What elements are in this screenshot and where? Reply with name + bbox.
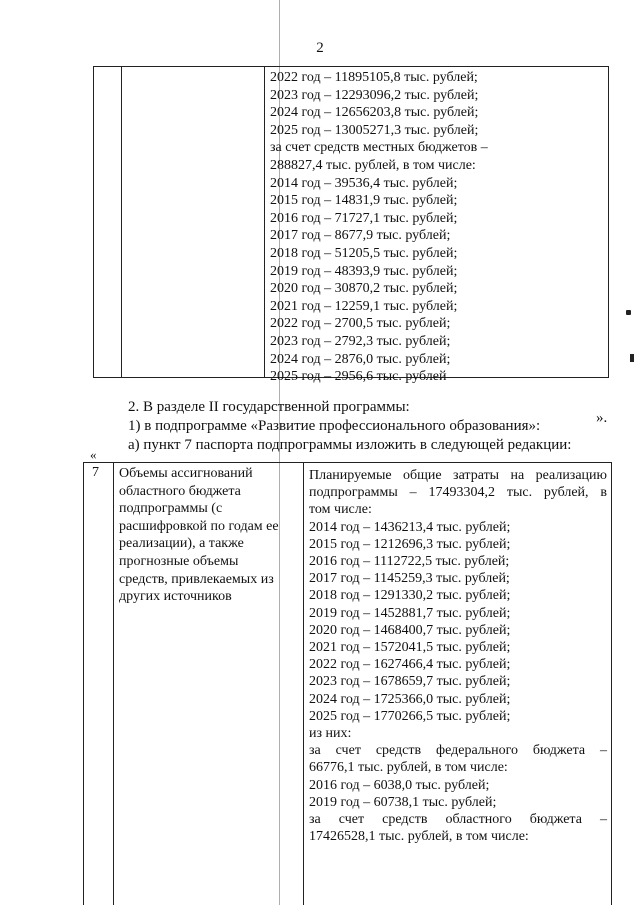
title-line: прогнозные объемы	[119, 553, 239, 569]
funding-line: 2023 год – 2792,3 тыс. рублей;	[270, 333, 451, 349]
closing-quote: ».	[596, 410, 608, 426]
funding-line: 2014 год – 1436213,4 тыс. рублей;	[309, 519, 511, 535]
section-paragraph: 2. В разделе II государственной программы:	[128, 399, 410, 415]
funding-line: 2019 год – 48393,9 тыс. рублей;	[270, 263, 458, 279]
funding-line: 2017 год – 8677,9 тыс. рублей;	[270, 228, 451, 244]
table-column-divider	[303, 463, 304, 905]
page-number: 2	[316, 40, 324, 56]
title-line: областного бюджета	[119, 483, 241, 499]
funding-line: 2024 год – 2876,0 тыс. рублей;	[270, 351, 451, 367]
scan-artifact-mark	[626, 310, 631, 315]
funding-line: 2016 год – 6038,0 тыс. рублей;	[309, 777, 490, 793]
funding-line: Планируемые общие затраты на реализацию	[309, 468, 607, 483]
title-line: подпрограммы (с	[119, 501, 223, 517]
row-title	[119, 465, 299, 606]
section-paragraph: 1) в подпрограмме «Развитие профессионального образования»:	[128, 418, 541, 434]
funding-line: 2019 год – 1452881,7 тыс. рублей;	[309, 605, 511, 621]
title-line: расшифровкой по годам ее	[119, 518, 279, 534]
funding-line: 2024 год – 1725366,0 тыс. рублей;	[309, 691, 511, 707]
funding-line: 2020 год – 30870,2 тыс. рублей;	[270, 281, 458, 297]
opening-quote: «	[90, 447, 97, 462]
funding-line: 2017 год – 1145259,3 тыс. рублей;	[309, 571, 510, 587]
funding-line: 2023 год – 12293096,2 тыс. рублей;	[270, 87, 479, 103]
funding-line: 2022 год – 1627466,4 тыс. рублей;	[309, 657, 511, 673]
funding-line: за счет средств местных бюджетов –	[270, 140, 488, 156]
title-line: средств, привлекаемых из	[119, 571, 274, 587]
funding-line: подпрограммы – 17493304,2 тыс. рублей, в	[309, 485, 607, 501]
title-line: реализации), а также	[119, 536, 244, 552]
funding-line: 2019 год – 60738,1 тыс. рублей;	[309, 794, 497, 810]
funding-line: 2024 год – 12656203,8 тыс. рублей;	[270, 105, 479, 121]
funding-line: 2025 год – 13005271,3 тыс. рублей;	[270, 122, 479, 138]
row-number: 7	[92, 465, 99, 480]
funding-line: за счет средств федерального бюджета –	[309, 743, 607, 759]
scan-artifact-mark	[630, 354, 634, 362]
table-column-divider	[121, 67, 122, 377]
funding-line: 2022 год – 11895105,8 тыс. рублей;	[270, 70, 478, 85]
subprogram-passport-table	[83, 462, 612, 905]
funding-line: 2021 год – 1572041,5 тыс. рублей;	[309, 640, 511, 656]
title-line: Объемы ассигнований	[119, 466, 253, 481]
budget-table-continuation	[93, 66, 609, 385]
funding-line: 288827,4 тыс. рублей, в том числе:	[270, 157, 476, 173]
funding-line: 17426528,1 тыс. рублей, в том числе:	[309, 829, 529, 845]
table-column-divider	[264, 67, 265, 377]
funding-line: за счет средств областного бюджета –	[309, 812, 607, 828]
funding-line: том числе:	[309, 502, 372, 518]
funding-line: 2014 год – 39536,4 тыс. рублей;	[270, 175, 458, 191]
title-line: других источников	[119, 589, 232, 605]
funding-line: 2015 год – 1212696,3 тыс. рублей;	[309, 536, 511, 552]
table-cell-funding-text	[270, 69, 602, 386]
funding-line: 66776,1 тыс. рублей, в том числе:	[309, 760, 508, 776]
funding-line: 2018 год – 1291330,2 тыс. рублей;	[309, 588, 511, 604]
funding-line: 2020 год – 1468400,7 тыс. рублей;	[309, 622, 511, 638]
funding-line: 2016 год – 71727,1 тыс. рублей;	[270, 210, 458, 226]
table-column-divider	[113, 463, 114, 905]
funding-line: 2021 год – 12259,1 тыс. рублей;	[270, 298, 458, 314]
funding-line: 2025 год – 2956,6 тыс. рублей	[270, 369, 447, 385]
funding-line: 2022 год – 2700,5 тыс. рублей;	[270, 316, 451, 332]
funding-line: 2023 год – 1678659,7 тыс. рублей;	[309, 674, 511, 690]
funding-line: 2016 год – 1112722,5 тыс. рублей;	[309, 554, 510, 570]
row-funding-text	[309, 467, 607, 845]
funding-line: 2015 год – 14831,9 тыс. рублей;	[270, 193, 458, 209]
funding-line: 2025 год – 1770266,5 тыс. рублей;	[309, 708, 511, 724]
funding-line: из них:	[309, 726, 352, 742]
funding-line: 2018 год – 51205,5 тыс. рублей;	[270, 245, 458, 261]
section-paragraph: а) пункт 7 паспорта подпрограммы изложить в следующей редакции:	[128, 437, 572, 453]
